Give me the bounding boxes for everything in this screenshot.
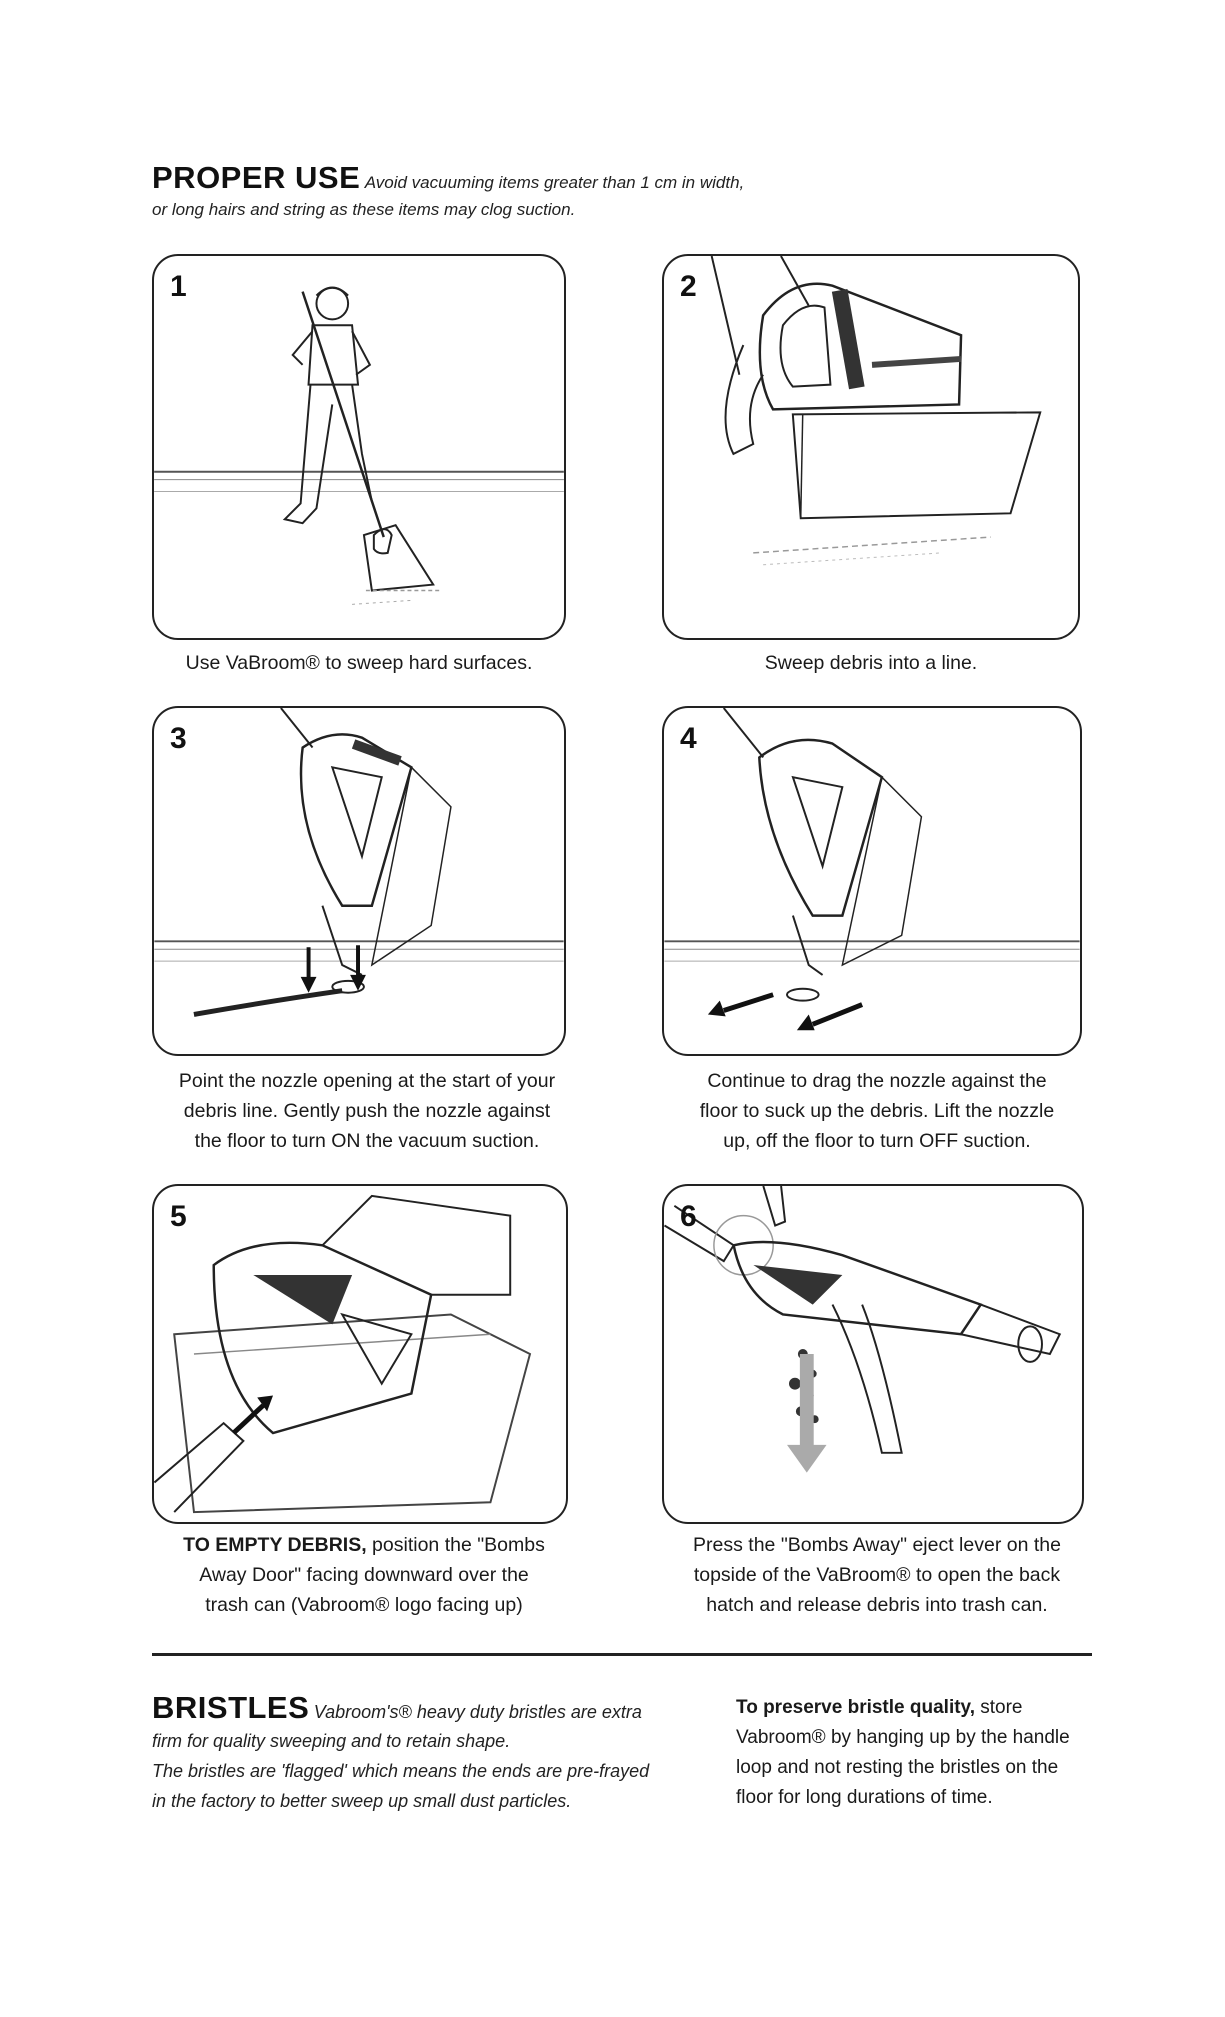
step-3-caption-line: debris line. Gently push the nozzle against	[183, 1100, 551, 1122]
step-1-panel	[152, 254, 566, 640]
step-1-number: 1	[170, 270, 187, 303]
bristles-line: firm for quality sweeping and to retain shape.	[152, 1731, 511, 1751]
step-5-number: 5	[170, 1200, 187, 1233]
step-6-caption-line: hatch and release debris into trash can.	[706, 1594, 1048, 1616]
bristles-title: BRISTLES	[152, 1690, 310, 1725]
step-3-caption-line: Point the nozzle opening at the start of your	[178, 1070, 556, 1092]
step-2-panel	[662, 254, 1080, 640]
step-2-caption-line: Sweep debris into a line.	[764, 652, 978, 674]
step-2-number: 2	[680, 270, 697, 303]
bristles-tip-line: Vabroom® by hanging up by the handle	[736, 1727, 1070, 1748]
step-4-number: 4	[680, 722, 697, 755]
step-5-panel	[152, 1184, 568, 1524]
step-6-caption-line: topside of the VaBroom® to open the back	[693, 1564, 1061, 1586]
section-divider	[152, 1653, 1092, 1656]
step-5-caption-line: trash can (Vabroom® logo facing up)	[205, 1594, 523, 1616]
trash-can-icon	[154, 1186, 566, 1522]
step-4-caption-line: up, off the floor to turn OFF suction.	[723, 1130, 1031, 1152]
bristles-tip-line: floor for long durations of time.	[736, 1787, 993, 1808]
proper-use-title: PROPER USE	[152, 160, 361, 195]
bristles-tip-bold: To preserve bristle quality,	[736, 1697, 975, 1718]
step-5-caption	[152, 1530, 576, 1620]
bristles-tip	[736, 1693, 1106, 1813]
proper-use-intro: Avoid vacuuming items greater than 1 cm in width,	[364, 173, 745, 192]
step-3-number: 3	[170, 722, 187, 755]
step-6-caption-line: Press the "Bombs Away" eject lever on the	[693, 1534, 1061, 1556]
bristles-inline: Vabroom's® heavy duty bristles are extra	[313, 1702, 642, 1722]
step-5-caption-bold: TO EMPTY DEBRIS,	[183, 1534, 367, 1556]
step-5-caption-line: Away Door" facing downward over the	[199, 1564, 529, 1586]
step-3-caption	[152, 1066, 582, 1156]
nozzle-icon	[154, 708, 564, 1054]
person-sweeping-icon	[154, 256, 564, 638]
broom-head-icon	[664, 256, 1078, 638]
step-5-caption-rest: position the "Bombs	[366, 1534, 545, 1556]
bristles-section	[152, 1690, 712, 1816]
step-6-panel	[662, 1184, 1084, 1524]
step-3-caption-line: the floor to turn ON the vacuum suction.	[194, 1130, 540, 1152]
bristles-tip-line: loop and not resting the bristles on the	[736, 1757, 1059, 1778]
bristles-line: The bristles are 'flagged' which means the ends are pre-frayed	[152, 1761, 650, 1781]
step-4-panel	[662, 706, 1082, 1056]
step-6-number: 6	[680, 1200, 697, 1233]
step-4-caption	[662, 1066, 1092, 1156]
step-4-caption-line: Continue to drag the nozzle against the	[707, 1070, 1047, 1092]
step-2-caption	[662, 648, 1080, 678]
step-6-caption	[662, 1530, 1092, 1620]
step-1-caption-line: Use VaBroom® to sweep hard surfaces.	[185, 652, 533, 674]
bristles-line: in the factory to better sweep up small dust particles.	[152, 1791, 572, 1811]
finger-press-icon	[664, 1186, 1082, 1522]
step-1-caption	[152, 648, 566, 678]
step-4-caption-line: floor to suck up the debris. Lift the nozzle	[699, 1100, 1055, 1122]
proper-use-heading	[152, 160, 1052, 220]
proper-use-intro-line2: or long hairs and string as these items may clog suction.	[152, 200, 576, 219]
nozzle-icon	[664, 708, 1080, 1054]
bristles-tip-rest: store	[974, 1697, 1023, 1718]
step-3-panel	[152, 706, 566, 1056]
